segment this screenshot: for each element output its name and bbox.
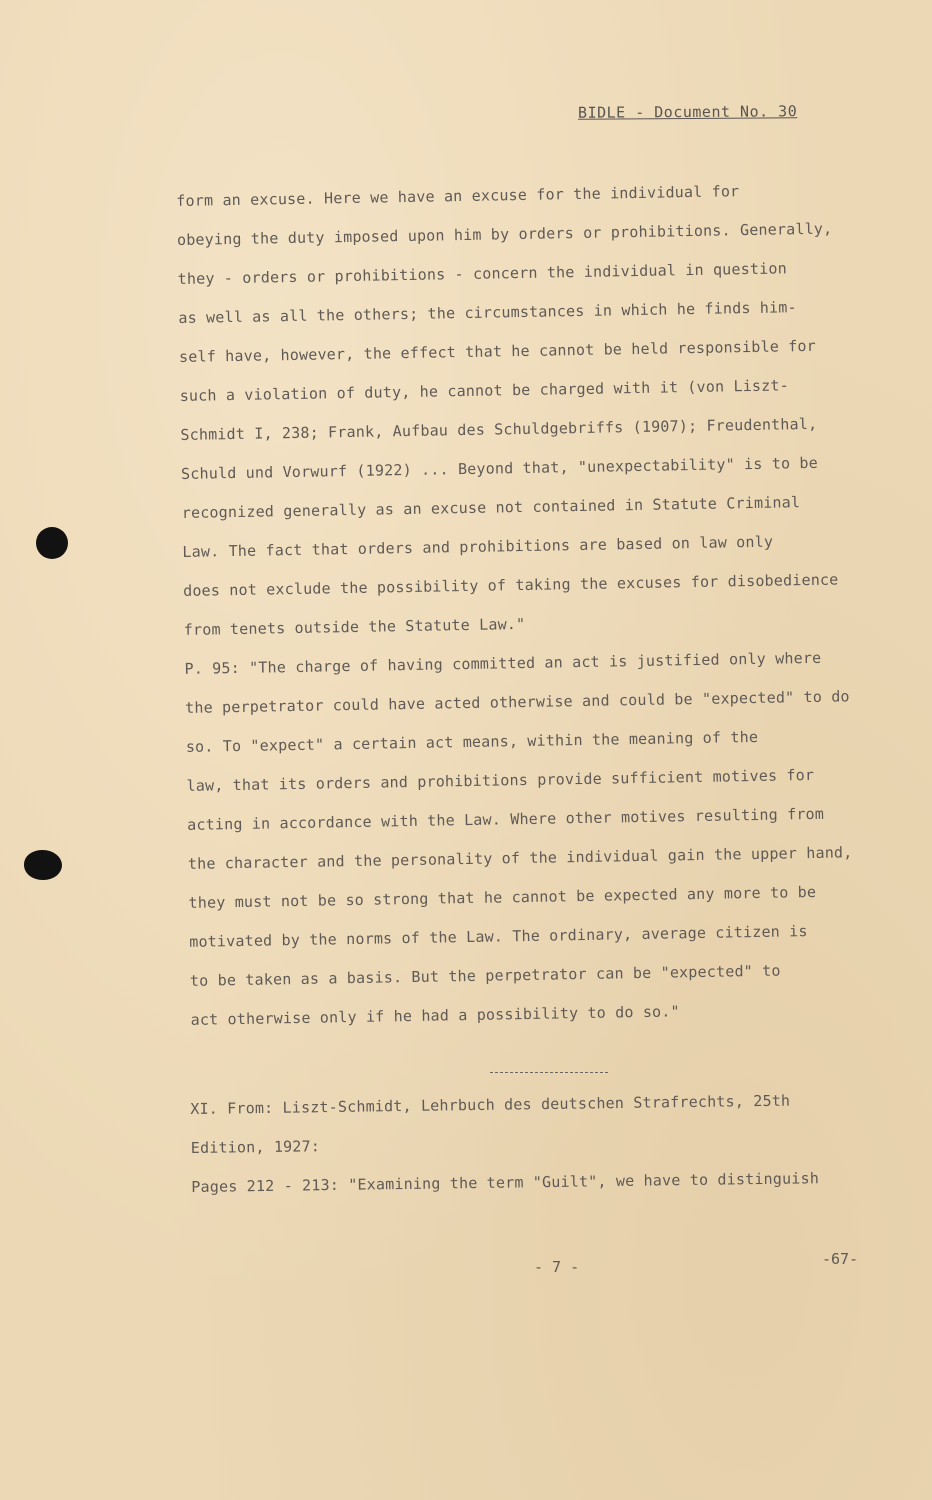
body-line: so. To "expect" a certain act means, within the meaning of the	[185, 727, 759, 756]
body-text	[176, 170, 891, 1040]
body-line: acting in accordance with the Law. Where other motives resulting from	[187, 804, 825, 834]
sheet-number: -67-	[822, 1250, 859, 1268]
body-line: law, that its orders and prohibitions provide sufficient motives for	[186, 765, 815, 795]
body-line: to be taken as a basis. But the perpetrator can be "expected" to	[189, 961, 781, 990]
body-line: motivated by the norms of the Law. The ordinary, average citizen is	[189, 922, 808, 951]
body-line: self have, however, the effect that he cannot be held responsible for	[178, 336, 817, 366]
section-line: Edition, 1927:	[190, 1137, 321, 1157]
punch-hole	[36, 527, 68, 559]
body-line: does not exclude the possibility of taking the excuses for disobedience	[182, 570, 839, 600]
body-line: Law. The fact that orders and prohibitions are based on law only	[182, 532, 774, 561]
body-line: the character and the personality of the individual gain the upper hand,	[187, 843, 853, 873]
body-line: such a violation of duty, he cannot be charged with it (von Liszt-	[179, 376, 790, 405]
body-line: Schuld und Vorwurf (1922) ... Beyond that, "unexpectability" is to be	[180, 453, 819, 483]
page-number: - 7 -	[534, 1258, 580, 1276]
body-line: Schmidt I, 238; Frank, Aufbau des Schuldgebriffs (1907); Freudenthal,	[180, 414, 818, 444]
body-line: form an excuse. Here we have an excuse for the individual for	[176, 182, 740, 210]
document-reference: BIDLE - Document No. 30	[577, 102, 798, 122]
body-line: P. 95: "The charge of having committed an act is justified only where	[184, 648, 822, 678]
body-line: as well as all the others; the circumstances in which he finds him-	[178, 298, 797, 327]
body-line: the perpetrator could have acted otherwise and could be "expected" to do	[185, 687, 850, 717]
section-line: Pages 212 - 213: "Examining the term "Guilt", we have to distinguish	[191, 1169, 820, 1196]
body-line: obeying the duty imposed upon him by orders or prohibitions. Generally,	[176, 219, 833, 249]
body-line: from tenets outside the Statute Law."	[183, 614, 526, 639]
body-line: they - orders or prohibitions - concern the individual in question	[177, 259, 787, 288]
punch-hole	[24, 850, 62, 880]
body-line: they must not be so strong that he cannot be expected any more to be	[188, 882, 817, 912]
section-line: XI. From: Liszt-Schmidt, Lehrbuch des deutschen Strafrechts, 25th	[190, 1091, 791, 1118]
body-line: recognized generally as an excuse not contained in Statute Criminal	[181, 493, 801, 522]
body-line: act otherwise only if he had a possibility to do so."	[190, 1002, 680, 1029]
section-divider	[490, 1072, 608, 1073]
section-xi	[190, 1081, 872, 1207]
